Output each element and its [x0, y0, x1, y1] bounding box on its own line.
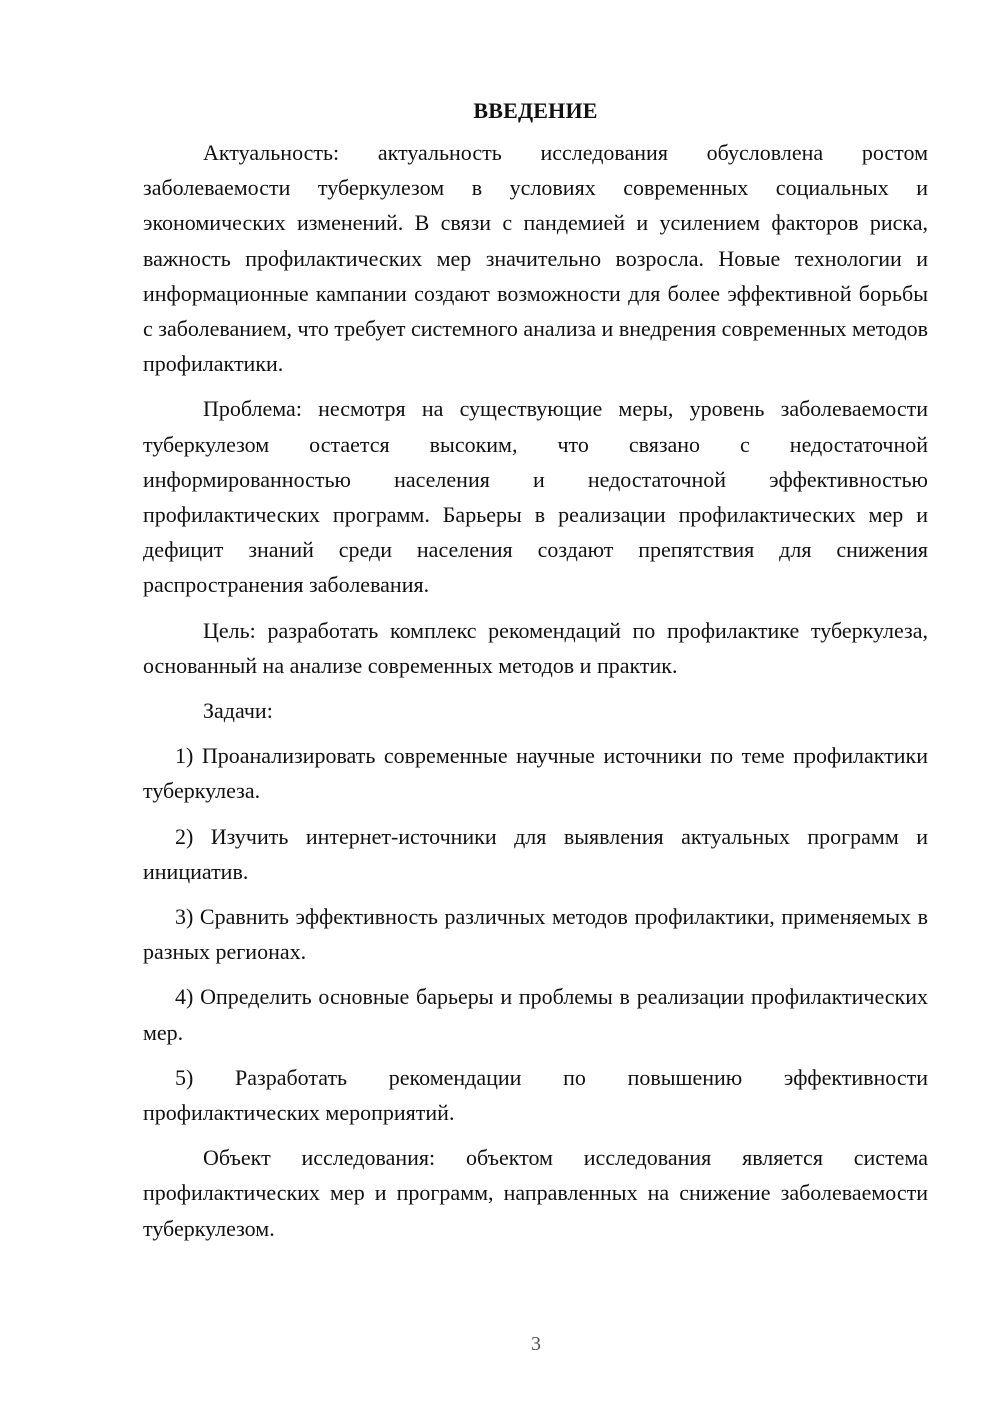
- paragraph-relevance: Актуальность: актуальность исследования обусловлена ростом заболеваемости туберкулезом в условиях современных социальных и экономических изменений. В связи с пандемией и усилением факторов риска, важность профилактических мер значительно возросла. Новые технологии и информационные кампании создают возможности для более эффективной борьбы с заболеванием, что требует системного анализа и внедрения современных методов профилактики.: [143, 140, 928, 377]
- page-number: 3: [531, 1333, 541, 1355]
- paragraph-problem: Проблема: несмотря на существующие меры, уровень заболеваемости туберкулезом остается высоким, что связано с недостаточной информированностью населения и недостаточной эффективностью профилактических программ. Барьеры в реализации профилактических мер и дефицит знаний среди населения создают препятствия для снижения распространения заболевания.: [143, 396, 928, 598]
- section-heading: ВВЕДЕНИЕ: [473, 98, 598, 123]
- task-item-2: 2) Изучить интернет-источники для выявления актуальных программ и инициатив.: [143, 823, 928, 884]
- task-item-3: 3) Сравнить эффективность различных методов профилактики, применяемых в разных регионах.: [143, 904, 928, 965]
- tasks-label: Задачи:: [203, 698, 273, 724]
- document-page: [143, 94, 928, 1256]
- paragraph-object: Объект исследования: объектом исследования является система профилактических мер и программ, направленных на снижение заболеваемости туберкулезом.: [143, 1145, 928, 1241]
- task-item-1: 1) Проанализировать современные научные источники по теме профилактики туберкулеза.: [143, 743, 928, 804]
- paragraph-goal: Цель: разработать комплекс рекомендаций по профилактике туберкулеза, основанный на анализе современных методов и практик.: [143, 617, 928, 678]
- task-item-4: 4) Определить основные барьеры и проблемы в реализации профилактических мер.: [143, 984, 928, 1045]
- task-item-5: 5) Разработать рекомендации по повышению эффективности профилактических мероприятий.: [143, 1064, 928, 1126]
